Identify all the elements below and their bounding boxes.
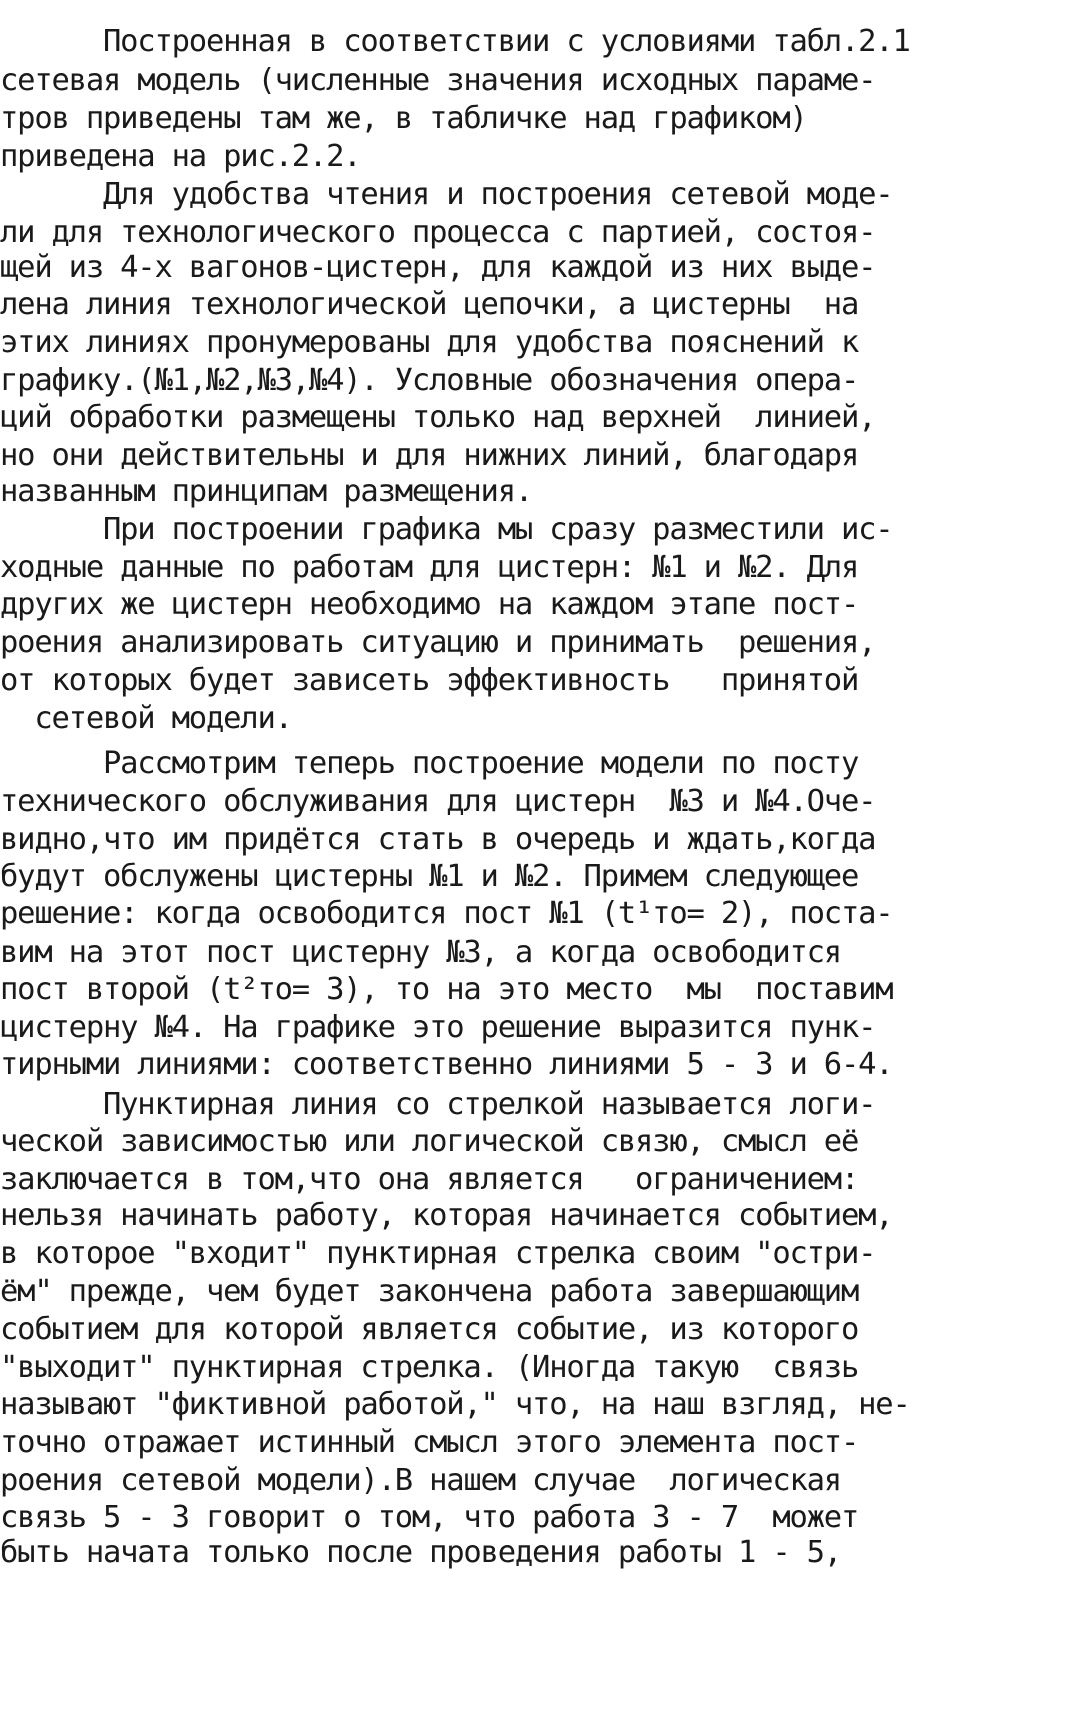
text-line: ли для технологического процесса с партией, состоя-	[0, 215, 876, 250]
text-line: сетевой модели.	[0, 701, 292, 736]
text-line: щей из 4-х вагонов-цистерн, для каждой из них выде-	[0, 250, 876, 285]
text-line: ций обработки размещены только над верхней линией,	[0, 400, 876, 435]
text-line: ходные данные по работам для цистерн: №1 и №2. Для	[0, 550, 859, 585]
text-line: ческой зависимостью или логической связю, смысл её	[0, 1124, 859, 1159]
text-line: этих линиях пронумерованы для удобства пояснений к	[0, 325, 859, 360]
text-line: заключается в том,что она является ограничением:	[0, 1162, 859, 1197]
text-line: Для удобства чтения и построения сетевой моде-	[0, 177, 893, 212]
text-line: событием для которой является событие, из которого	[0, 1312, 859, 1347]
text-line: приведена на рис.2.2.	[0, 139, 361, 174]
text-line: роения анализировать ситуацию и принимать решения,	[0, 625, 876, 660]
text-line: названным принципам размещения.	[0, 474, 533, 509]
text-line: цистерну №4. На графике это решение выразится пунк-	[0, 1010, 876, 1045]
text-line: быть начата только после проведения работы 1 - 5,	[0, 1535, 841, 1570]
text-line: от которых будет зависеть эффективность принятой	[0, 663, 859, 698]
text-line: точно отражает истинный смысл этого элемента пост-	[0, 1425, 859, 1460]
text-line: роения сетевой модели).В нашем случае логическая	[0, 1463, 841, 1498]
text-line: тирными линиями: соответственно линиями 5 - 3 и 6-4.	[0, 1047, 893, 1082]
text-line: но они действительны и для нижних линий, благодаря	[0, 438, 859, 473]
text-line: в которое "входит" пунктирная стрелка своим "остри-	[0, 1236, 876, 1271]
text-line: вим на этот пост цистерну №3, а когда освободится	[0, 935, 841, 970]
text-line: Построенная в соответствии с условиями табл.2.1	[0, 24, 910, 59]
text-line: ём" прежде, чем будет закончена работа завершающим	[0, 1274, 859, 1309]
text-line: других же цистерн необходимо на каждом этапе пост-	[0, 587, 859, 622]
text-line: лена линия технологической цепочки, а цистерны на	[0, 287, 859, 322]
text-line: Пунктирная линия со стрелкой называется логи-	[0, 1087, 876, 1122]
text-line: пост второй (t²то= 3), то на это место мы поставим	[0, 972, 893, 1007]
text-line: называют "фиктивной работой," что, на наш взгляд, не-	[0, 1387, 910, 1422]
text-line: видно,что им придётся стать в очередь и ждать,когда	[0, 822, 876, 857]
text-line: сетевая модель (численные значения исходных параме-	[0, 63, 876, 98]
text-line: технического обслуживания для цистерн №3 и №4.Оче-	[0, 784, 876, 819]
text-line: нельзя начинать работу, которая начинается событием,	[0, 1198, 893, 1233]
text-line: решение: когда освободится пост №1 (t¹то= 2), поста-	[0, 896, 893, 931]
text-line: Рассмотрим теперь построение модели по посту	[0, 746, 859, 781]
text-line: будут обслужены цистерны №1 и №2. Примем следующее	[0, 859, 859, 894]
text-line: "выходит" пунктирная стрелка. (Иногда такую связь	[0, 1350, 859, 1385]
text-line: При построении графика мы сразу разместили ис-	[0, 512, 893, 547]
text-line: тров приведены там же, в табличке над графиком)	[0, 101, 807, 136]
text-line: связь 5 - 3 говорит о том, что работа 3 - 7 может	[0, 1500, 859, 1535]
text-line: графику.(№1,№2,№3,№4). Условные обозначения опера-	[0, 363, 859, 398]
